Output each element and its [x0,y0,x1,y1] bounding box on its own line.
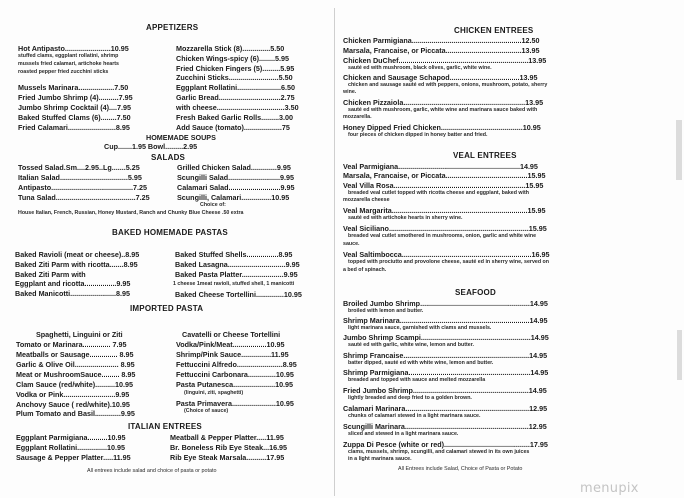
item-description: a bed of spinach. [343,267,387,273]
menu-item: Grilled Chicken Salad.............9.95 [177,163,291,172]
item-description: Choice of: [200,202,226,208]
menu-item: Eggplant Parmigiana..........10.95 [16,433,126,442]
menu-item: Pasta Putanesca.....................10.95 [176,380,294,389]
menu-item: Tomato or Marinara.............. 7.95 [16,340,127,349]
item-description: lightly breaded and deep fried to a golden brown. [348,395,472,401]
menu-item: Eggplant Rollatini......................6.50 [176,83,296,92]
menu-item: Baked Lasagna.............................9.95 [175,260,300,269]
menu-item: Hot Antipasto.......................10.95 [18,44,129,53]
item-description: sauté ed with mushroom, garlic, white wine and marinara sauce baked with [348,107,538,113]
item-description: chicken and sausage sauté ed with peppers, onions, mushroom, potato, sherry [348,82,548,88]
menu-item: Chicken Pizzaiola.............................................................13.95 [343,98,544,107]
menu-item: Shrimp/Pink Sauce...............11.95 [176,350,289,359]
menu-item: Chicken Parmigiana.......................................................12.50 [343,36,540,45]
menu-item: Fried Jumbo Shrimp..........................................................14.95 [343,386,547,395]
column-divider [334,8,335,496]
item-description: 1 cheese 1meat ravioli, stuffed shell, 1 manicotti [173,281,295,287]
menu-item: Veal Siciliano......................................................................15.95 [343,224,547,233]
menu-item: Baked Cheese Tortellini..............10.95 [175,290,302,299]
item-description: sliced and stewed in a light marinara sauce. [348,431,459,437]
menu-item: Veal Villa Rosa..................................................................15.95 [343,181,544,190]
menu-item: Garlic & Olive Oil...................... 8.95 [16,360,135,369]
menu-item: Sausage & Pepper Platter.....11.95 [16,453,131,462]
menu-item: Meat or MushroomSauce......... 8.95 [16,370,136,379]
item-description: sauté ed with garlic, white wine, lemon and butter. [348,342,474,348]
menu-item: Add Sauce (tomato)...................75 [176,123,290,132]
item-description: breaded and topped with sauce and melted mozzarella [348,377,486,383]
menu-item: Rib Eye Steak Marsala..........17.95 [170,453,285,462]
menu-item: Chicken DuChef.................................................................13.95 [343,56,547,65]
item-description: sauté ed with mushroom, black olives, garlic, white wine. [348,65,492,71]
menu-item: Tossed Salad.Sm....2.95..Lg.......5.25 [18,163,140,172]
menu-item: Vodka or Pink..........................9.95 [16,390,130,399]
pasta-choice-header: Cavatelli or Cheese Tortellini [182,330,281,339]
menu-item: Plum Tomato and Basil.............9.95 [16,409,135,418]
italian-entrees-title: ITALIAN ENTREES [128,422,202,431]
item-description: light marinara sauce, garnished with clams and mussels. [348,325,492,331]
menu-item: Zucchini Sticks.........................5.50 [176,73,293,82]
menu-item: Shrimp Parmigiana.............................................................14.95 [343,368,549,377]
item-description: in a light marinara sauce. [348,456,412,462]
menu-item: Chicken and Sausage Schapod...................................13.95 [343,73,538,82]
item-description: batter dipped, sauté ed with white wine, lemon and butter. [348,360,494,366]
item-description: sauce. [343,241,360,247]
menu-item: Marsala, Francaise, or Piccata.........................................15.95 [343,171,546,180]
entrees-footnote: All Entrees include Salad, Choice of Pasta or Potato [398,466,523,472]
menu-item: Fresh Baked Garlic Rolls.........3.00 [176,113,294,122]
scan-smudge [676,120,682,180]
menu-item: Baked Ravioli (meat or cheese)..8.95 [15,250,140,259]
menu-item: Jumbo Shrimp Scampi.......................................................14.95 [343,333,549,342]
item-description: breaded veal cutlet topped with ricotta cheese and eggplant, baked with [348,190,530,196]
seafood-title: SEAFOOD [455,288,496,297]
menu-item: Veal Saltimbocca.................................................................16.95 [343,250,550,259]
watermark: menupix [580,481,639,496]
item-description: mussels fried calamari, artichoke hearts [18,61,119,67]
item-description: clams, mussels, shrimp, scungilli, and calamari stewed in its own juices [348,449,530,455]
menu-item: Meatballs or Sausage.............. 8.95 [16,350,134,359]
menu-item: Fried Chicken Fingers (5).........5.95 [176,64,295,73]
menu-item: Italian Salad..................................5.95 [18,173,142,182]
menu-item: Baked Stuffed Shells................8.95 [175,250,293,259]
menu-item: Fried Jumbo Shrimp (4)..........7.95 [18,93,133,102]
menu-item: Veal Parmigiana.............................................................14.95 [343,162,538,171]
item-description: mozzarella. [343,114,372,120]
pasta-choice-header: Spaghetti, Linguini or Ziti [36,330,123,339]
item-description: broiled with lemon and butter. [348,308,424,314]
menu-item: Br. Boneless Rib Eye Steak...16.95 [170,443,288,452]
menu-item: Jumbo Shrimp Cocktail (4)....7.95 [18,103,132,112]
menu-item: Baked Ziti Parm with ricotta.......8.95 [15,260,138,269]
entrees-footnote: All entrees include salad and choice of pasta or potato [87,468,217,474]
dressings-note: House Italian, French, Russian, Honey Mustard, Ranch and Chunky Blue Cheese .50 extra [18,210,244,216]
menu-item: Baked Pasta Platter.....................9.95 [175,270,298,279]
item-description: stuffed clams, eggplant rollatini, shrimp [18,53,119,59]
menu-item: Scungilli Marinara..............................................................12.95 [343,422,547,431]
chicken-entrees-title: CHICKEN ENTREES [454,26,534,35]
soup-prices: Cup.......1.95 Bowl.........2.95 [104,142,198,151]
menu-item: Meatball & Pepper Platter.....11.95 [170,433,284,442]
item-description: breaded veal cutlet smothered in mushrooms, onion, garlic and white wine [348,233,537,239]
menu-item: with cheese..................................3.50 [176,103,299,112]
imported-pasta-title: IMPORTED PASTA [130,304,204,313]
menu-item: Garlic Bread...............................2.75 [176,93,295,102]
menu-item: Fried Calamari........................8.95 [18,123,130,132]
menu-item: Honey Dipped Fried Chicken.........................................10.95 [343,123,541,132]
menu-item: Tuna Salad........................................7.25 [18,193,150,202]
item-description: four pieces of chicken dipped in honey batter and fried. [348,132,488,138]
menu-item: Shrimp Marinara.................................................................14.95 [343,316,548,325]
menu-item: Fettuccini Carbonara..............10.95 [176,370,294,379]
item-description: roasted pepper fried zucchini sticks [18,69,109,75]
veal-entrees-title: VEAL ENTREES [453,151,517,160]
menu-item: Mussels Marinara..................7.50 [18,83,129,92]
item-description: (Choice of sauce) [184,408,229,414]
appetizers-title: APPETIZERS [146,23,199,32]
menu-item: Zuppa Di Pesce (white or red)...........................................17.95 [343,440,548,449]
menu-item: Fettuccini Alfredo.......................8.95 [176,360,297,369]
menu-item: Scungilli Salad..........................9.95 [177,173,295,182]
menu-item: Eggplant and ricotta................9.95 [15,279,131,288]
soups-title: HOMEMADE SOUPS [146,133,216,142]
menu-item: Baked Ziti Parm with [15,270,86,279]
menu-item: Anchovy Sauce ( red/white).10.95 [16,400,130,409]
menu-item: Chicken Wings-spicy (6)........5.95 [176,54,289,63]
item-description: sauté ed with artichoke hearts in sherry wine. [348,215,463,221]
item-description: chunks of calamari stewed in a light marinara sauce. [348,413,481,419]
scan-smudge [677,330,682,380]
menu-item: Veal Margarita....................................................................15.95 [343,206,546,215]
menu-item: Shrimp Francaise...............................................................14.95 [343,351,548,360]
salads-title: SALADS [151,153,186,162]
menu-item: Baked Stuffed Clams (6)........7.50 [18,113,131,122]
item-description: (linguini, ziti, spaghetti) [184,390,244,396]
menu-item: Vodka/Pink/Meat.................10.95 [176,340,285,349]
menu-item: Antipasto.........................................7.25 [18,183,148,192]
menu-item: Clam Sauce (red/white)..........10.95 [16,380,134,389]
menu-item: Calamari Salad..........................9.95 [177,183,295,192]
menu-item: Eggplant Rollatini...............10.95 [16,443,126,452]
menu-item: Baked Manicotti.......................8.95 [15,289,131,298]
menu-item: Broiled Jumbo Shrimp.......................................................14.95 [343,299,548,308]
menu-item: Mozzarella Stick (8)..............5.50 [176,44,285,53]
item-description: topped with prociutto and provolone cheese, sauté ed in sherry wine, served on [348,259,550,265]
menu-item: Scungilli, Calamari...............10.95 [177,193,290,202]
baked-pastas-title: BAKED HOMEMADE PASTAS [112,228,228,237]
item-description: wine. [343,89,357,95]
menu-item: Pasta Primavera......................10.95 [176,399,294,408]
menu-item: Calamari Marinara..............................................................12.95 [343,404,548,413]
menu-item: Marsala, Francaise, or Piccata......................................13.95 [343,46,540,55]
item-description: mozzarella cheese [343,197,390,203]
